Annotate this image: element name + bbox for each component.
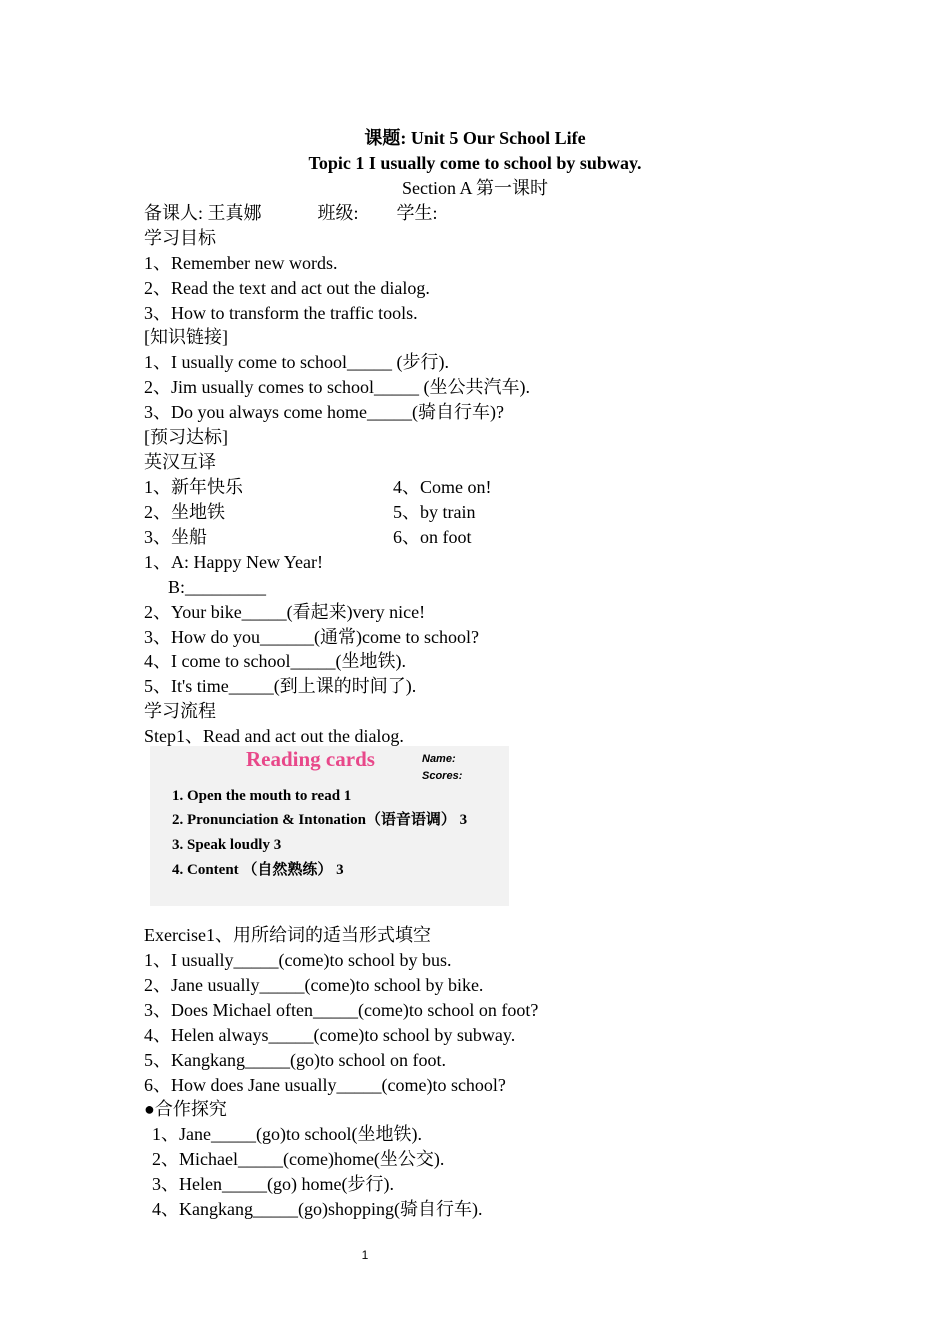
info-line [144,201,438,225]
exercise-item: 4、Helen always_____(come)to school by subway. [144,1025,516,1045]
fill-item: 1、A: Happy New Year! [144,552,323,572]
cooperation-item: 1、Jane_____(go)to school(坐地铁). [152,1124,422,1144]
knowledge-item: 3、Do you always come home_____(骑自行车)? [144,402,504,422]
exercise1-heading: Exercise1、用所给词的适当形式填空 [144,925,431,945]
goal-item: 1、Remember new words. [144,253,338,273]
exercise-item: 6、How does Jane usually_____(come)to school? [144,1075,506,1095]
cooperation-item: 2、Michael_____(come)home(坐公交). [152,1149,445,1169]
cooperation-item: 4、Kangkang_____(go)shopping(骑自行车). [152,1199,483,1219]
section-title: Section A 第一课时 [401,178,548,198]
knowledge-item: 2、Jim usually comes to school_____ (坐公共汽车). [144,377,530,397]
teacher-label: 备课人: 王真娜 [144,203,262,223]
translate-item: 3、坐船 [144,527,207,547]
reading-card-title: Reading cards [246,747,375,771]
card-item: 4. Content （自然熟练） 3 [172,862,344,878]
translate-item: 2、坐地铁 [144,502,225,522]
class-label: 班级: [317,203,359,223]
knowledge-item: 1、I usually come to school_____ (步行). [144,352,449,372]
exercise-item: 5、Kangkang_____(go)to school on foot. [144,1050,446,1070]
cooperation-item: 3、Helen_____(go) home(步行). [152,1174,394,1194]
goal-item: 3、How to transform the traffic tools. [144,303,418,323]
student-label: 学生: [396,203,438,223]
scores-label: Scores: [422,770,463,782]
name-label: Name: [422,753,456,765]
lesson-title: 课题: Unit 5 Our School Life [364,128,586,148]
cooperation-heading: ●合作探究 [144,1099,227,1119]
translate-item: 5、by train [393,502,476,522]
topic-title: Topic 1 I usually come to school by subway. [308,153,642,173]
step1-line: Step1、Read and act out the dialog. [144,726,404,746]
exercise-item: 2、Jane usually_____(come)to school by bike. [144,975,484,995]
translate-heading: 英汉互译 [144,452,216,472]
fill-item: 3、How do you______(通常)come to school? [144,627,479,647]
fill-item: 2、Your bike_____(看起来)very nice! [144,602,426,622]
goal-item: 2、Read the text and act out the dialog. [144,278,430,298]
translate-item: 1、新年快乐 [144,477,243,497]
page-number: 1 [361,1248,369,1262]
fill-item: 5、It's time_____(到上课的时间了). [144,676,417,696]
translate-item: 6、on foot [393,527,472,547]
translate-item: 4、Come on! [393,477,492,497]
exercise-item: 3、Does Michael often_____(come)to school on foot? [144,1000,539,1020]
knowledge-heading: [知识链接] [144,327,228,347]
preview-heading: [预习达标] [144,427,228,447]
fill-item: B:_________ [168,577,267,597]
reading-card-image [150,746,509,906]
card-item: 1. Open the mouth to read 1 [172,788,352,804]
process-heading: 学习流程 [144,701,216,721]
goals-heading: 学习目标 [144,228,216,248]
card-item: 3. Speak loudly 3 [172,837,282,853]
fill-item: 4、I come to school_____(坐地铁). [144,651,406,671]
exercise-item: 1、I usually_____(come)to school by bus. [144,950,452,970]
card-item: 2. Pronunciation & Intonation（语音语调） 3 [172,812,468,828]
